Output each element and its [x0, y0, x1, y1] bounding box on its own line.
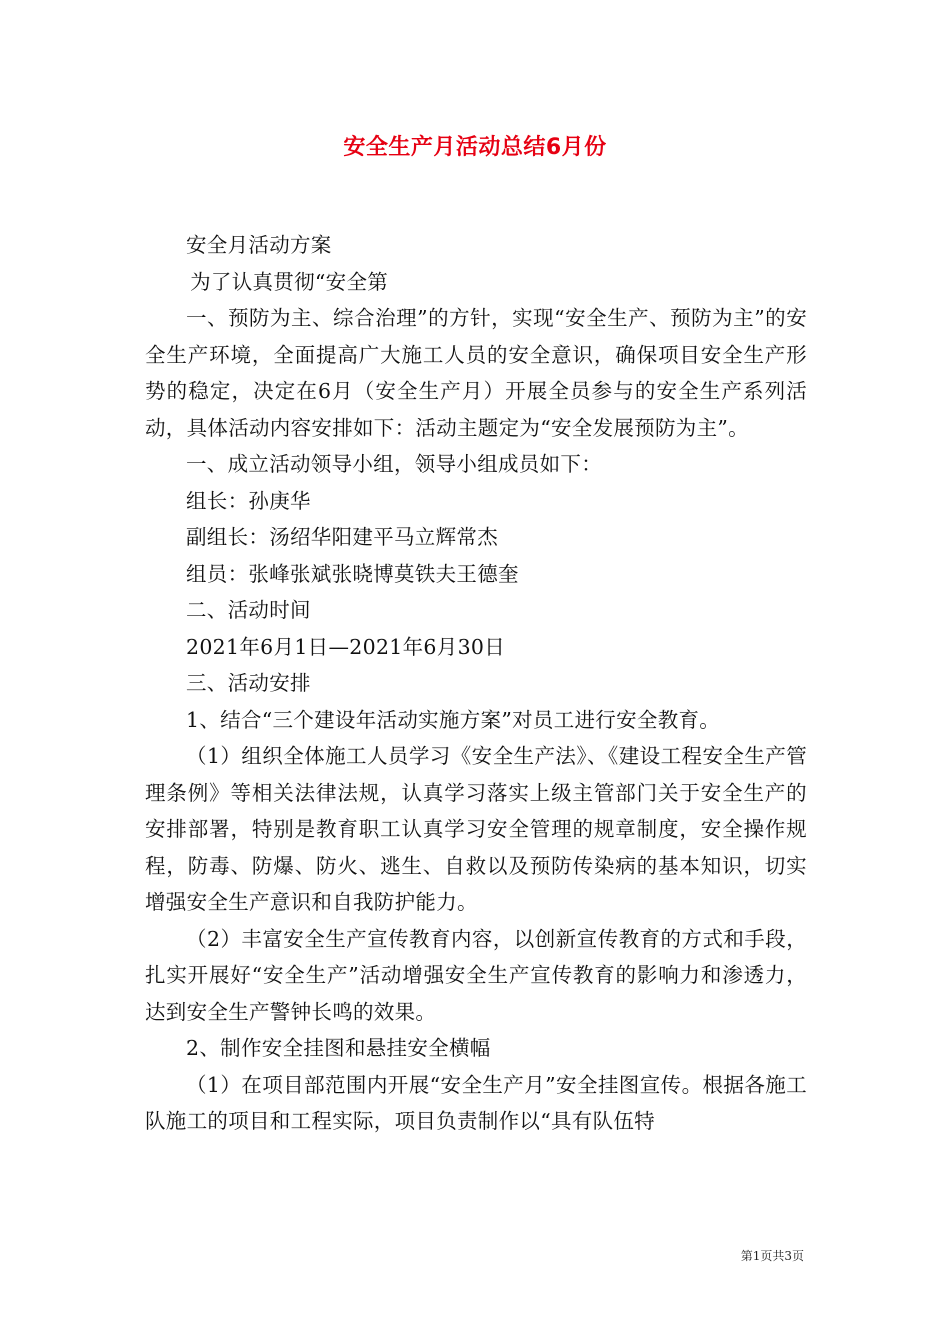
paragraph-item-1-1: （1）组织全体施工人员学习《安全生产法》、《建设工程安全生产管理条例》等相关法律法规，认真学习落实上级主管部门关于安全生产的安排部署，特别是教育职工认真学习安全管理的规章制度，安全操作规程，防毒、防爆、防火、逃生、自救以及预防传染病的基本知识，切实增强安全生产意识和自我防护能力。 — [145, 744, 807, 914]
paragraph-item-1-2: （2）丰富安全生产宣传教育内容，以创新宣传教育的方式和手段，扎实开展好“安全生产”活动增强安全生产宣传教育的影响力和渗透力，达到安全生产警钟长鸣的效果。 — [145, 926, 807, 1024]
paragraph-section-1: 一、成立活动领导小组，领导小组成员如下： — [186, 452, 602, 476]
paragraph-members: 组员：张峰张斌张晓博莫铁夫王德奎 — [186, 561, 519, 586]
document-body — [145, 227, 807, 1140]
paragraph-item-2-1: （1）在项目部范围内开展“安全生产月”安全挂图宣传。根据各施工队施工的项目和工程实际，项目负责制作以“具有队伍特 — [145, 1072, 807, 1133]
paragraph-intro: 为了认真贯彻“安全第 — [190, 269, 389, 294]
paragraph-section-3: 三、活动安排 — [186, 671, 311, 695]
paragraph-item-1: 1、结合“三个建设年活动实施方案”对员工进行安全教育。 — [186, 707, 721, 732]
paragraph-plan-title: 安全月活动方案 — [186, 233, 332, 257]
paragraph-date-range: 2021年6月1日—2021年6月30日 — [186, 634, 506, 659]
paragraph-section-2: 二、活动时间 — [186, 598, 311, 622]
page-footer: 第1页共3页 — [740, 1249, 804, 1263]
paragraph-leader: 组长：孙庚华 — [186, 488, 311, 513]
paragraph-item-2: 2、制作安全挂图和悬挂安全横幅 — [186, 1036, 491, 1060]
paragraph-policy: 一、预防为主、综合治理”的方针，实现“安全生产、预防为主”的安全生产环境，全面提高广大施工人员的安全意识，确保项目安全生产形势的稳定，决定在6月（安全生产月）开展全员参与的安全生产系列活动，具体活动内容安排如下：活动主题定为“安全发展预防为主”。 — [145, 306, 807, 440]
document-title: 安全生产月活动总结6月份 — [343, 135, 607, 160]
paragraph-deputy-leaders: 副组长：汤绍华阳建平马立辉常杰 — [186, 525, 498, 549]
